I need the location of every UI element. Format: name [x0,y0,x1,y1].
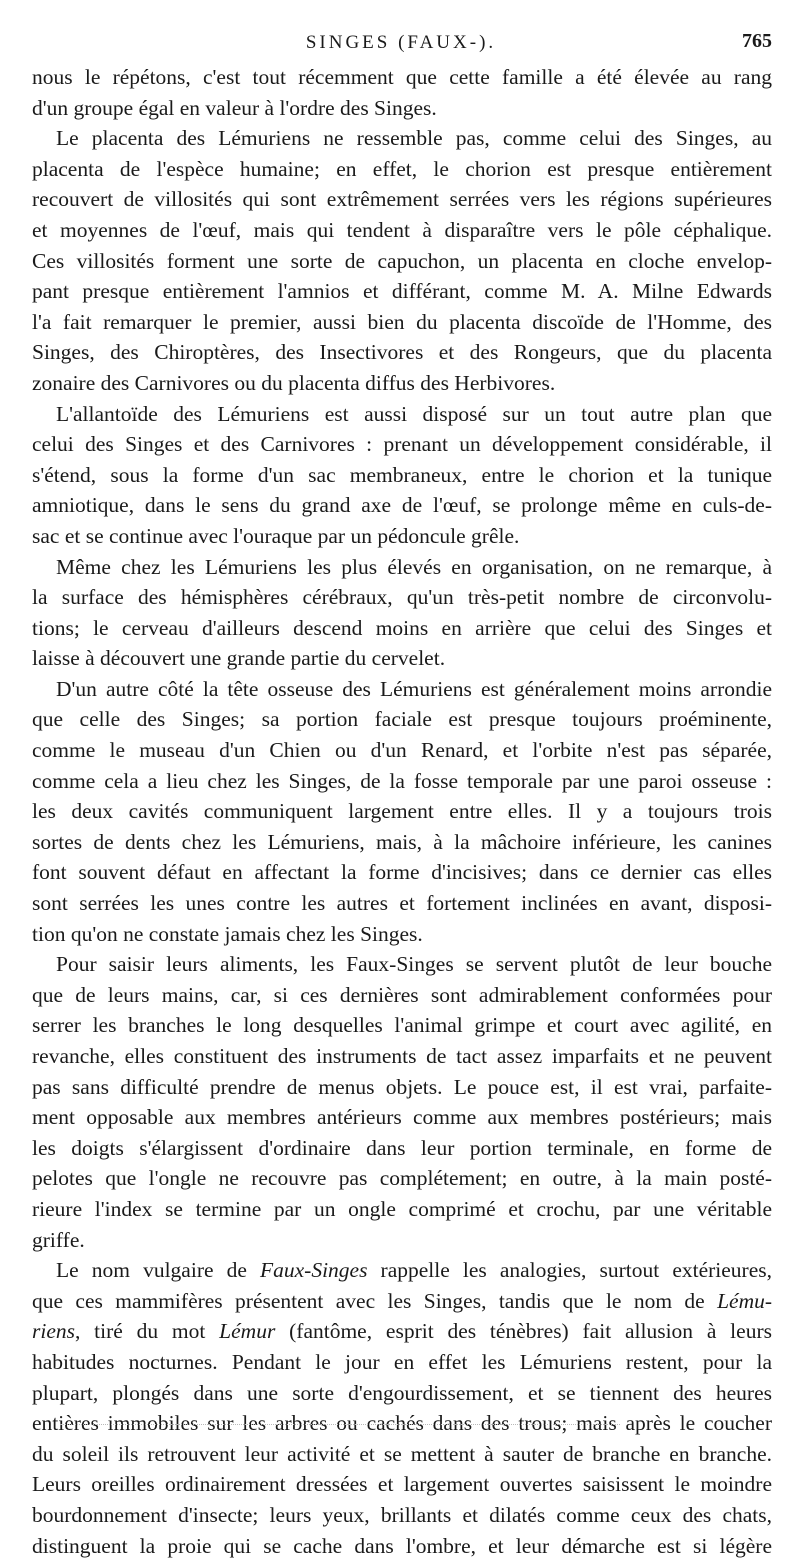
page-number: 765 [742,30,772,53]
text-line: d'un groupe égal en valeur à l'ordre des Singes. [32,93,772,124]
text-line: comme cela a lieu chez les Singes, de la fosse temporale par une paroi osseuse : [32,766,772,797]
paragraph [32,949,772,1255]
paragraph [32,552,772,674]
text-line: zonaire des Carnivores ou du placenta diffus des Herbivores. [32,368,772,399]
text-line: tions; le cerveau d'ailleurs descend moins en arrière que celui des Singes et [32,613,772,644]
text-line: entières immobiles sur les arbres ou cachés dans des trous; mais après le coucher [32,1408,772,1439]
paragraph [32,123,772,398]
text-line: nous le répétons, c'est tout récemment que cette famille a été élevée au rang [32,62,772,93]
text-line: tion qu'on ne constate jamais chez les Singes. [32,919,772,950]
text-line: laisse à découvert une grande partie du cervelet. [32,643,772,674]
text-line: habitudes nocturnes. Pendant le jour en effet les Lémuriens restent, pour la [32,1347,772,1378]
text-line: placenta de l'espèce humaine; en effet, le chorion est presque entièrement [32,154,772,185]
paragraph [32,399,772,552]
paragraph [32,1255,772,1561]
text-line: ment opposable aux membres antérieurs comme aux membres postérieurs; mais [32,1102,772,1133]
text-line: les doigts s'élargissent d'ordinaire dans leur portion terminale, en forme de [32,1133,772,1164]
text-line: riens, tiré du mot Lémur (fantôme, esprit des ténèbres) fait allusion à leurs [32,1316,772,1347]
text-line: amniotique, dans le sens du grand axe de l'œuf, se prolonge même en culs-de- [32,490,772,521]
text-line: Pour saisir leurs aliments, les Faux-Singes se servent plutôt de leur bouche [32,949,772,980]
text-line: l'a fait remarquer le premier, aussi bien du placenta discoïde de l'Homme, des [32,307,772,338]
running-title: SINGES (FAUX-). [30,32,772,54]
text-line: Même chez les Lémuriens les plus élevés en organisation, on ne remarque, à [32,552,772,583]
text-line: la surface des hémisphères cérébraux, qu'un très-petit nombre de circonvolu- [32,582,772,613]
text-line: Ces villosités forment une sorte de capuchon, un placenta en cloche envelop- [32,246,772,277]
text-line: sac et se continue avec l'ouraque par un pédoncule grêle. [32,521,772,552]
text-line: pant presque entièrement l'amnios et différant, comme M. A. Milne Edwards [32,276,772,307]
text-line: revanche, elles constituent des instruments de tact assez imparfaits et ne peuvent [32,1041,772,1072]
text-line: Le placenta des Lémuriens ne ressemble pas, comme celui des Singes, au [32,123,772,154]
text-line: sortes de dents chez les Lémuriens, mais, à la mâchoire inférieure, les canines [32,827,772,858]
text-line: distinguent la proie qui se cache dans l'ombre, et leur démarche est si légère [32,1531,772,1561]
text-line: L'allantoïde des Lémuriens est aussi disposé sur un tout autre plan que [32,399,772,430]
text-line: recouvert de villosités qui sont extrêmement serrées vers les régions supérieures [32,184,772,215]
text-line: du soleil ils retrouvent leur activité et se mettent à sauter de branche en branche. [32,1439,772,1470]
text-line: que celle des Singes; sa portion faciale est presque toujours proéminente, [32,704,772,735]
text-line: que ces mammifères présentent avec les Singes, tandis que le nom de Lému- [32,1286,772,1317]
text-line: sont serrées les unes contre les autres et fortement inclinées en avant, disposi- [32,888,772,919]
text-line: D'un autre côté la tête osseuse des Lémuriens est généralement moins arrondie [32,674,772,705]
text-line: griffe. [32,1225,772,1256]
text-line: celui des Singes et des Carnivores : prenant un développement considérable, il [32,429,772,460]
text-line: Leurs oreilles ordinairement dressées et largement ouvertes saisissent le moindre [32,1469,772,1500]
paragraph [32,674,772,949]
text-line: pelotes que l'ongle ne recouvre pas complétement; en outre, à la main posté- [32,1163,772,1194]
text-line: rieure l'index se termine par un ongle comprimé et crochu, par une véritable [32,1194,772,1225]
text-line: bourdonnement d'insecte; leurs yeux, brillants et dilatés comme ceux des chats, [32,1500,772,1531]
text-line: serrer les branches le long desquelles l'animal grimpe et court avec agilité, en [32,1010,772,1041]
text-line: s'étend, sous la forme d'un sac membraneux, entre le chorion et la tunique [32,460,772,491]
text-line: et moyennes de l'œuf, mais qui tendent à disparaître vers le pôle céphalique. [32,215,772,246]
text-line: les deux cavités communiquent largement entre elles. Il y a toujours trois [32,796,772,827]
body-text [32,62,772,1561]
paragraph [32,62,772,123]
text-line: pas sans difficulté prendre de menus objets. Le pouce est, il est vrai, parfaite- [32,1072,772,1103]
text-line: comme le museau d'un Chien ou d'un Renard, et l'orbite n'est pas séparée, [32,735,772,766]
print-artifact [60,1424,620,1427]
text-line: Le nom vulgaire de Faux-Singes rappelle les analogies, surtout extérieures, [32,1255,772,1286]
page-header [30,30,772,60]
text-line: font souvent défaut en affectant la forme d'incisives; dans ce dernier cas elles [32,857,772,888]
text-line: Singes, des Chiroptères, des Insectivores et des Rongeurs, que du placenta [32,337,772,368]
text-line: que de leurs mains, car, si ces dernières sont admirablement conformées pour [32,980,772,1011]
text-line: plupart, plongés dans une sorte d'engourdissement, et se tiennent des heures [32,1378,772,1409]
